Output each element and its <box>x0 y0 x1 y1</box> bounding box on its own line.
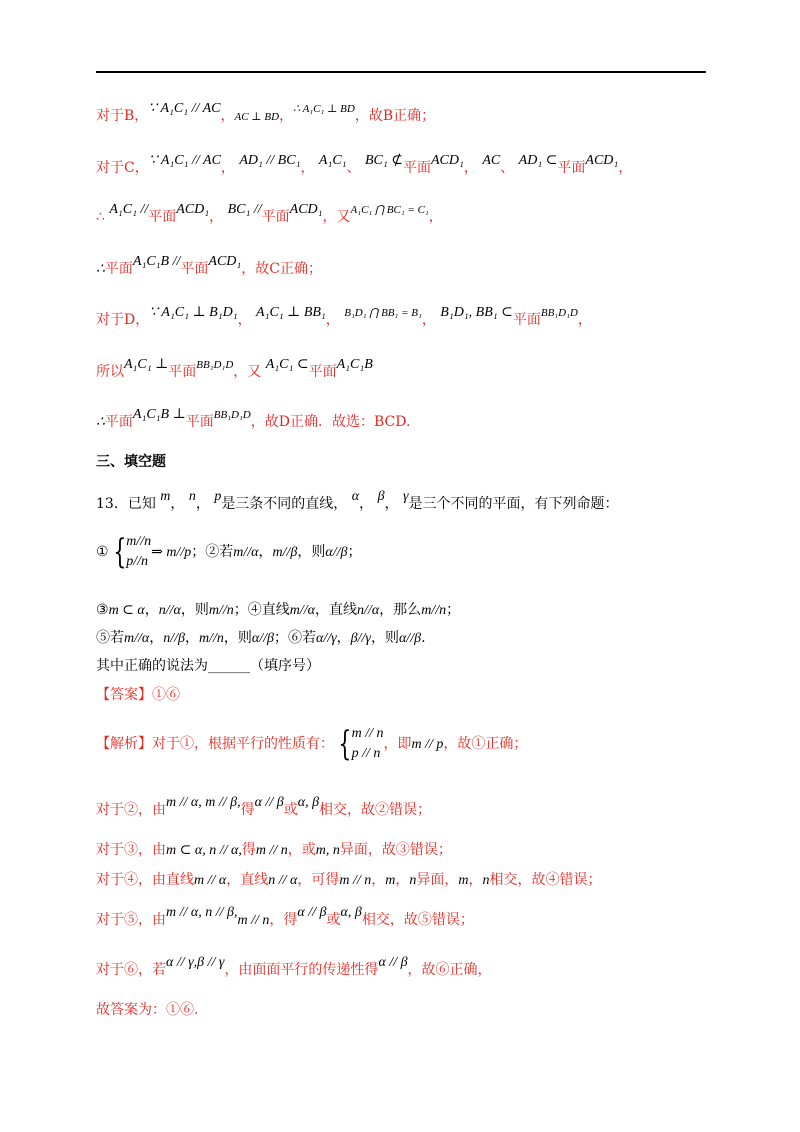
math: ∴ A₁C₁ ⊥ BD <box>293 103 355 115</box>
math: α, β <box>297 795 320 810</box>
text: ，又 <box>233 364 262 380</box>
text: 得 <box>241 842 256 858</box>
text: ； <box>446 602 461 618</box>
text: ； <box>347 544 362 560</box>
math: p <box>214 489 222 504</box>
math: m // α, m // β, <box>166 795 241 810</box>
math: α // β <box>297 905 327 920</box>
text: ，即 <box>383 736 412 752</box>
question-13-choices-2: ③m ⊂ α，n//α，则m//n；④直线m//α，直线n//α，那么m//n； <box>96 602 461 618</box>
math: AD₁ ⊂ <box>518 153 558 168</box>
math: BC₁ ⊄ <box>364 153 403 168</box>
math: A₁C₁ ⊥ BB₁ <box>256 305 326 320</box>
math: ∵ A₁C₁ ⊥ B₁D₁ <box>149 305 238 320</box>
math: m <box>160 489 171 504</box>
math: A₁C₁ ⊥ <box>124 357 169 372</box>
text: 对于B， <box>96 108 149 124</box>
math: n//α <box>357 603 380 618</box>
math: n <box>482 873 490 888</box>
text: ；⑥若 <box>274 630 317 646</box>
text: 平面 <box>557 160 586 176</box>
math: m//n <box>199 631 224 646</box>
math: AC <box>482 153 501 168</box>
math: β // γ <box>197 955 225 970</box>
math: m <box>385 873 396 888</box>
answer-line <box>96 685 180 705</box>
math: m//n <box>208 603 234 618</box>
text: ，故C正确； <box>241 261 322 277</box>
math: α // β <box>378 955 408 970</box>
math: m//α <box>289 603 316 618</box>
text: ，可得 <box>297 872 340 888</box>
math: p//n <box>126 554 148 569</box>
math: BB₁D₁D <box>196 359 234 371</box>
math: A₁C₁ // <box>109 202 149 217</box>
text: ；④直线 <box>233 602 290 618</box>
text: ，故⑥正确， <box>407 962 492 978</box>
text: 是三个不同的平面，有下列命题： <box>408 496 619 512</box>
text: 平面 <box>512 312 541 328</box>
math: m ⊂ α <box>108 603 145 618</box>
text: 是三条不同的直线， <box>221 496 348 512</box>
text: ，则 <box>180 602 209 618</box>
analysis-line-1: 【解析】对于①，根据平行的性质有： { m // n p // n ，即m // p，故①正确； <box>96 724 528 764</box>
text: 对于③，由 <box>96 842 166 858</box>
text: 相交，故⑤错误； <box>361 912 474 928</box>
question-13-choices-1: ① { m//n p//n ⇒ m//p；②若m//α，m//β，则α//β； <box>96 532 362 572</box>
text: 对于⑥，若 <box>96 962 166 978</box>
analysis-line-4 <box>96 870 602 891</box>
text: 、 <box>346 160 361 176</box>
text: 异面，故③错误； <box>339 842 452 858</box>
answer-value: ①⑥ <box>152 687 180 703</box>
text: ，得 <box>269 912 298 928</box>
text: 13．已知 <box>96 496 156 512</box>
text: 异面， <box>416 872 459 888</box>
text: ，故B正确； <box>354 108 436 124</box>
text: 相交，故④错误； <box>489 872 602 888</box>
math: ∴ <box>96 415 105 430</box>
math: BC₁ // <box>227 202 262 217</box>
solution-line-c-2: ∴ A₁C₁ //平面ACD₁， BC₁ //平面ACD₁，又$^{A_1C_1 ⋂ BC_1 = C_1}$， <box>96 202 443 225</box>
math: n <box>409 873 417 888</box>
text: 对于①，根据平行的性质有： <box>152 736 334 752</box>
math: BB₁D₁D <box>540 307 578 319</box>
text: 对于②，由 <box>96 802 166 818</box>
math: α, β <box>340 905 362 920</box>
text: ，直线 <box>226 872 269 888</box>
analysis-line-2 <box>96 795 432 821</box>
text: 对于D， <box>96 312 150 328</box>
math: A₁C₁B // <box>132 254 181 269</box>
text: 平面 <box>148 209 177 225</box>
math: ∴ <box>96 262 105 277</box>
solution-line-d-3 <box>96 407 411 433</box>
math: A₁C₁B <box>336 357 373 372</box>
text: ，故①正确； <box>443 736 528 752</box>
math: ACD₁ <box>430 153 464 168</box>
math: AC ⊥ BD <box>234 111 280 123</box>
text: 平面 <box>185 414 214 430</box>
math: m//α <box>124 631 150 646</box>
math: β//γ <box>350 631 371 646</box>
math: ACD₁ <box>585 153 619 168</box>
header-rule <box>96 71 706 73</box>
text: ，则 <box>297 544 326 560</box>
math: α <box>351 489 360 504</box>
text: ， <box>468 872 483 888</box>
text: 或 <box>326 912 341 928</box>
section-heading: 三、填空题 <box>96 454 166 470</box>
math: α//β <box>398 631 422 646</box>
text: 平面 <box>168 364 197 380</box>
math: α//γ <box>316 631 337 646</box>
text: ，故D正确．故选：BCD. <box>250 414 411 430</box>
text: ，或 <box>287 842 316 858</box>
math: m // α, n // β, <box>166 905 238 920</box>
text: ，那么 <box>379 602 422 618</box>
math: BB₁D₁D <box>213 409 251 421</box>
math: m // n <box>237 913 270 928</box>
math: m // α <box>194 873 227 888</box>
question-13-choices-3: ⑤若m//α，n//β，m//n，则α//β；⑥若α//γ，β//γ，则α//β. <box>96 630 426 646</box>
math: m//α <box>233 545 259 560</box>
text: ，又 <box>322 209 351 225</box>
text: 平面 <box>402 160 431 176</box>
math: B₁D₁, BB₁ ⊂ <box>440 305 513 320</box>
text: 平面 <box>104 414 133 430</box>
math: A₁C₁ <box>318 153 347 168</box>
math: p // n <box>351 746 381 761</box>
math: α//β <box>325 545 348 560</box>
solution-line-d: 对于D，∵ A₁C₁ ⊥ B₁D₁， A₁C₁ ⊥ BB₁， $^{B_1D_1 ⋂ BB_1 = B_1}$， B₁D₁, BB₁ ⊂平面$^{BB_1D_1D}$， <box>96 305 592 328</box>
math: ∵ A₁C₁ // AC <box>148 153 221 168</box>
text: ① <box>96 544 109 560</box>
text: 平面 <box>308 364 337 380</box>
text: 对于④，由直线 <box>96 872 194 888</box>
math: α // γ, <box>166 955 198 970</box>
math: ACD₁ <box>176 202 210 217</box>
math: m // n <box>351 726 384 741</box>
text: ， <box>577 312 592 328</box>
math: m // n <box>339 873 372 888</box>
math: B₁D₁ ⋂ BB₁ = B₁ <box>344 307 422 319</box>
text: 对于⑤，由 <box>96 912 166 928</box>
text: 或 <box>283 802 298 818</box>
solution-line-c-3 <box>96 254 322 280</box>
text: 所以 <box>96 364 124 380</box>
text: ， <box>395 872 410 888</box>
text: ，由面面平行的传递性得 <box>224 962 379 978</box>
analysis-conclusion: 故答案为：①⑥. <box>96 1002 199 1018</box>
math: α//β <box>251 631 275 646</box>
math: A₁C₁B ⊥ <box>132 407 186 422</box>
math: ACD₁ <box>208 254 242 269</box>
analysis-line-6 <box>96 955 492 981</box>
text: 平面 <box>261 209 290 225</box>
math: A₁C₁ ⋂ BC₁ = C₁ <box>350 204 429 216</box>
math: n//β <box>163 631 186 646</box>
math: n <box>188 489 196 504</box>
text: ∴ <box>96 209 105 225</box>
text: 对于C， <box>96 160 149 176</box>
text: ③ <box>96 602 109 618</box>
math: m//n <box>126 534 152 549</box>
text: ⑤若 <box>96 630 124 646</box>
analysis-label: 【解析】 <box>96 736 152 752</box>
text: ， <box>428 209 443 225</box>
solution-line-c: 对于C，∵ A₁C₁ // AC， AD₁ // BC₁， A₁C₁、 BC₁ ⊄平面ACD₁， AC、 AD₁ ⊂平面ACD₁， <box>96 153 633 176</box>
text: 相交，故②错误； <box>319 802 432 818</box>
question-13-ask: 其中正确的说法为______（填序号） <box>96 658 320 674</box>
text: 得 <box>240 802 255 818</box>
math: n // α <box>268 873 298 888</box>
math: AD₁ // BC₁ <box>239 153 301 168</box>
math: m // p <box>411 737 444 752</box>
math: ⇒ m//p <box>151 545 192 560</box>
answer-label: 【答案】 <box>96 687 152 703</box>
math: β <box>377 489 385 504</box>
math: n//α <box>158 603 181 618</box>
math: ∵ A₁C₁ // AC <box>148 101 221 116</box>
math: m ⊂ α, n // α, <box>166 843 242 858</box>
math: A₁C₁ ⊂ <box>265 357 309 372</box>
analysis-line-3 <box>96 840 452 861</box>
text: ， <box>371 872 386 888</box>
text: 平面 <box>180 261 209 277</box>
math: m <box>458 873 469 888</box>
text: ，则 <box>370 630 399 646</box>
text: ，直线 <box>315 602 358 618</box>
math: m//n <box>421 603 447 618</box>
math: γ <box>403 489 409 504</box>
math: ACD₁ <box>289 202 323 217</box>
analysis-line-5 <box>96 905 474 931</box>
text: 平面 <box>104 261 133 277</box>
math: m, n <box>315 843 340 858</box>
question-13-intro: 13．已知 m， n， p是三条不同的直线， α， β， γ是三个不同的平面，有下列命题： <box>96 489 619 512</box>
text: 、 <box>500 160 515 176</box>
math: m//β <box>272 545 298 560</box>
text: ；②若 <box>191 544 234 560</box>
text: ， <box>618 160 633 176</box>
math: α // β <box>254 795 284 810</box>
text: ，则 <box>223 630 252 646</box>
solution-line-d-2 <box>96 357 373 383</box>
solution-line-b: 对于B，∵ A₁C₁ // AC，AC ⊥ BD，$^{\therefore A_1C_1 \perp BD}$，故B正确； <box>96 101 436 124</box>
text: . <box>421 630 426 646</box>
math: m // n <box>255 843 288 858</box>
